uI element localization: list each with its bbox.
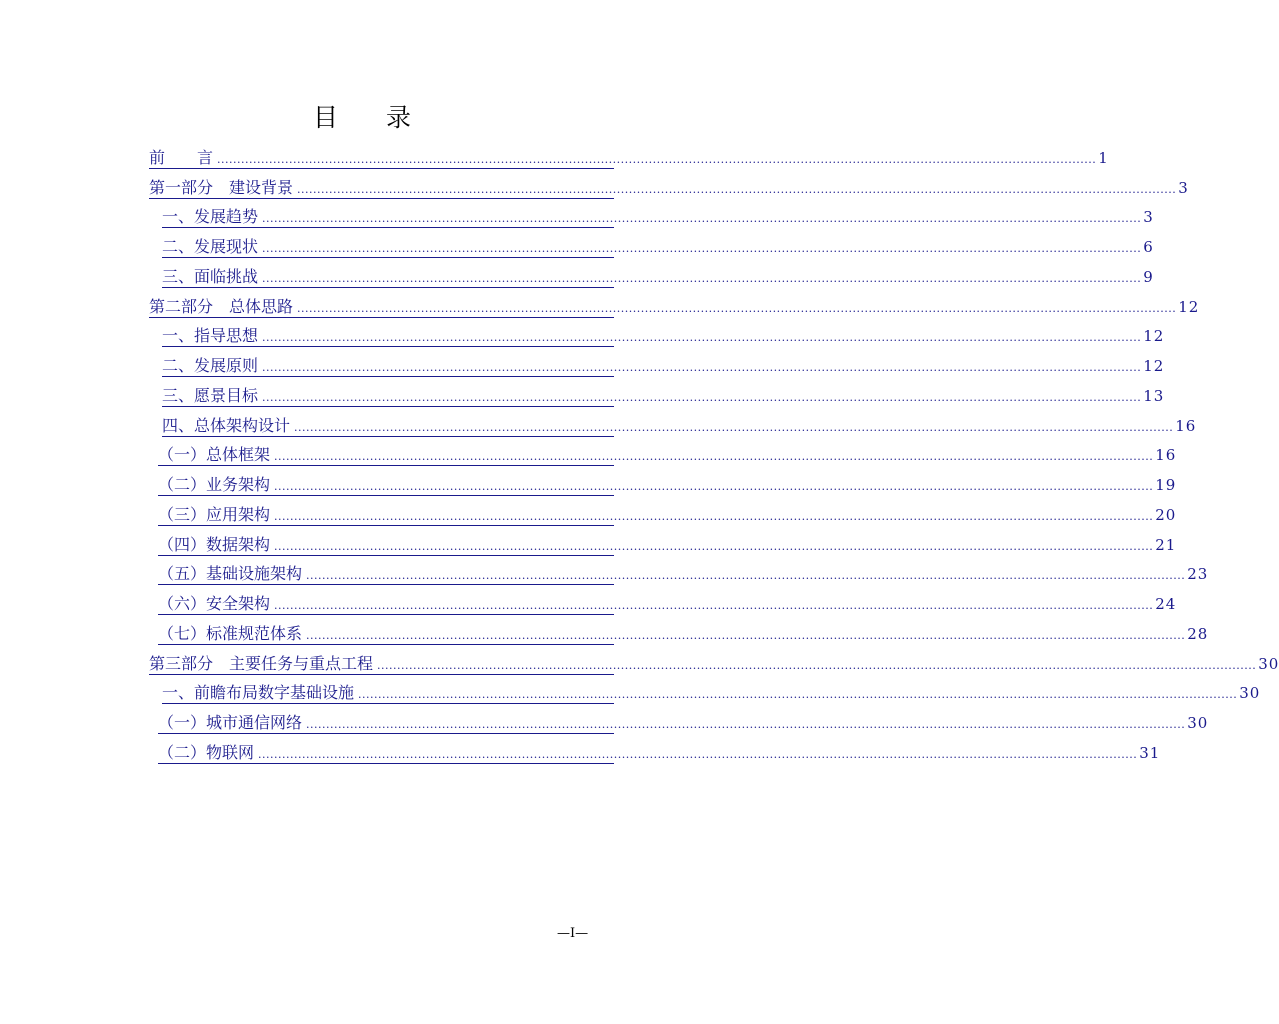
- toc-entry: [0, 468, 1177, 498]
- toc-entry-page-number: 12: [1178, 297, 1200, 316]
- toc-entry-label: 三、面临挑战: [162, 266, 259, 286]
- toc-entry: [0, 528, 1177, 558]
- toc-entry-label: 前 言: [149, 147, 214, 167]
- toc-entry: [0, 141, 1109, 171]
- toc-entry: [0, 230, 1154, 260]
- toc-entry-link[interactable]: [149, 653, 1279, 675]
- toc-entry-link[interactable]: [162, 266, 1154, 288]
- toc-entry-label: （四）数据架构: [158, 534, 271, 554]
- toc-dot-leader: ............................................................................................................................................................................................................................: [274, 480, 1154, 493]
- toc-entry-page-number: 12: [1143, 327, 1165, 346]
- toc-dot-leader: ............................................................................................................................................................................................................................: [262, 212, 1142, 226]
- toc-entry: [0, 290, 1200, 320]
- toc-entry-label: 二、发展现状: [162, 237, 259, 256]
- toc-entry-label: （一）城市通信网络: [158, 713, 303, 732]
- toc-title: 目 录: [313, 103, 431, 132]
- toc-entry-label: （七）标准规范体系: [158, 623, 303, 643]
- toc-entry-label: 二、发展原则: [162, 356, 259, 375]
- toc-dot-leader: ............................................................................................................................................................................................................................: [306, 569, 1186, 583]
- toc-entry: [0, 498, 1177, 528]
- toc-entry-page-number: 28: [1187, 624, 1209, 643]
- toc-entry-page-number: 21: [1155, 535, 1177, 554]
- toc-dot-leader: ............................................................................................................................................................................................................................: [294, 420, 1174, 434]
- toc-entry-link[interactable]: [158, 742, 1161, 764]
- toc-entry-link[interactable]: [162, 683, 1261, 704]
- toc-entry: [0, 260, 1154, 290]
- toc-entry: [0, 617, 1209, 647]
- toc-dot-leader: ............................................................................................................................................................................................................................: [262, 242, 1142, 255]
- toc-entry-link[interactable]: [149, 296, 1200, 318]
- toc-entry-link[interactable]: [158, 713, 1209, 734]
- toc-entry-page-number: 30: [1239, 684, 1261, 703]
- toc-entry: [0, 201, 1154, 231]
- toc-entry-link[interactable]: [158, 564, 1209, 585]
- toc-entry-page-number: 31: [1139, 743, 1161, 762]
- toc-dot-leader: ............................................................................................................................................................................................................................: [262, 361, 1142, 374]
- toc-entry-link[interactable]: [162, 356, 1165, 377]
- toc-entry-link[interactable]: [158, 623, 1209, 645]
- toc-entry-page-number: 9: [1143, 267, 1154, 286]
- toc-entry-link[interactable]: [162, 385, 1165, 407]
- toc-entry-link[interactable]: [162, 237, 1154, 258]
- toc-entry: [0, 706, 1209, 736]
- toc-entry: [0, 379, 1165, 409]
- toc-dot-leader: ............................................................................................................................................................................................................................: [297, 301, 1177, 315]
- toc-entry-link[interactable]: [162, 326, 1165, 347]
- toc-dot-leader: ............................................................................................................................................................................................................................: [358, 688, 1238, 702]
- toc-entry-label: （一）总体框架: [158, 445, 271, 465]
- toc-entry-label: 四、总体架构设计: [162, 415, 291, 435]
- toc-entry-page-number: 24: [1155, 595, 1177, 613]
- toc-entry-page-number: 23: [1187, 565, 1209, 584]
- toc-entry-page-number: 12: [1143, 357, 1165, 375]
- toc-entry-link[interactable]: [158, 594, 1177, 615]
- toc-entry: [0, 320, 1165, 350]
- toc-dot-leader: ............................................................................................................................................................................................................................: [217, 152, 1097, 166]
- toc-entry-page-number: 19: [1155, 476, 1177, 494]
- toc-dot-leader: ............................................................................................................................................................................................................................: [274, 450, 1154, 464]
- toc-dot-leader: ............................................................................................................................................................................................................................: [306, 718, 1186, 731]
- toc-entry-page-number: 16: [1175, 416, 1197, 435]
- toc-list: [0, 141, 1279, 766]
- toc-dot-leader: ............................................................................................................................................................................................................................: [262, 271, 1142, 285]
- toc-entry-link[interactable]: [158, 445, 1177, 466]
- toc-entry: [0, 171, 1189, 201]
- toc-entry-page-number: 3: [1143, 208, 1154, 227]
- toc-entry-label: 一、指导思想: [162, 326, 259, 346]
- toc-entry: [0, 647, 1279, 677]
- toc-entry-link[interactable]: [158, 534, 1177, 556]
- toc-entry-link[interactable]: [162, 207, 1154, 228]
- toc-dot-leader: ............................................................................................................................................................................................................................: [297, 182, 1177, 196]
- toc-entry-link[interactable]: [158, 475, 1177, 496]
- toc-entry: [0, 558, 1209, 588]
- toc-dot-leader: ............................................................................................................................................................................................................................: [377, 658, 1257, 672]
- toc-entry-label: （五）基础设施架构: [158, 564, 303, 584]
- toc-entry-link[interactable]: [162, 415, 1197, 437]
- toc-entry-label: （二）物联网: [158, 742, 255, 762]
- toc-entry-label: 第二部分 总体思路: [149, 296, 294, 316]
- toc-entry-page-number: 30: [1187, 714, 1209, 732]
- toc-entry-label: 一、前瞻布局数字基础设施: [162, 683, 355, 703]
- toc-entry: [0, 677, 1261, 707]
- toc-dot-leader: ............................................................................................................................................................................................................................: [274, 539, 1154, 553]
- page-number: —I—: [557, 926, 589, 941]
- toc-entry: [0, 409, 1197, 439]
- toc-entry-page-number: 6: [1143, 238, 1154, 256]
- toc-entry-label: 三、愿景目标: [162, 385, 259, 405]
- toc-dot-leader: ............................................................................................................................................................................................................................: [262, 390, 1142, 404]
- toc-dot-leader: ............................................................................................................................................................................................................................: [274, 509, 1154, 523]
- toc-entry: [0, 349, 1165, 379]
- toc-entry-label: （六）安全架构: [158, 594, 271, 613]
- toc-entry-page-number: 16: [1155, 446, 1177, 465]
- toc-entry-page-number: 30: [1258, 654, 1279, 673]
- toc-entry-page-number: 13: [1143, 386, 1165, 405]
- toc-dot-leader: ............................................................................................................................................................................................................................: [258, 747, 1138, 761]
- toc-entry-link[interactable]: [158, 504, 1177, 526]
- toc-entry-page-number: 20: [1155, 505, 1177, 524]
- toc-entry-link[interactable]: [149, 177, 1189, 199]
- toc-entry-label: 第一部分 建设背景: [149, 177, 294, 197]
- toc-entry-label: 第三部分 主要任务与重点工程: [149, 653, 374, 673]
- toc-entry-label: （二）业务架构: [158, 475, 271, 494]
- toc-dot-leader: ............................................................................................................................................................................................................................: [262, 331, 1142, 345]
- toc-entry: [0, 736, 1161, 766]
- toc-entry-page-number: 3: [1178, 178, 1189, 197]
- toc-dot-leader: ............................................................................................................................................................................................................................: [306, 628, 1186, 642]
- toc-entry-link[interactable]: [149, 147, 1109, 169]
- toc-entry-page-number: 1: [1098, 148, 1109, 167]
- toc-entry-label: （三）应用架构: [158, 504, 271, 524]
- toc-entry: [0, 439, 1177, 469]
- toc-entry: [0, 587, 1177, 617]
- toc-dot-leader: ............................................................................................................................................................................................................................: [274, 599, 1154, 612]
- toc-entry-label: 一、发展趋势: [162, 207, 259, 227]
